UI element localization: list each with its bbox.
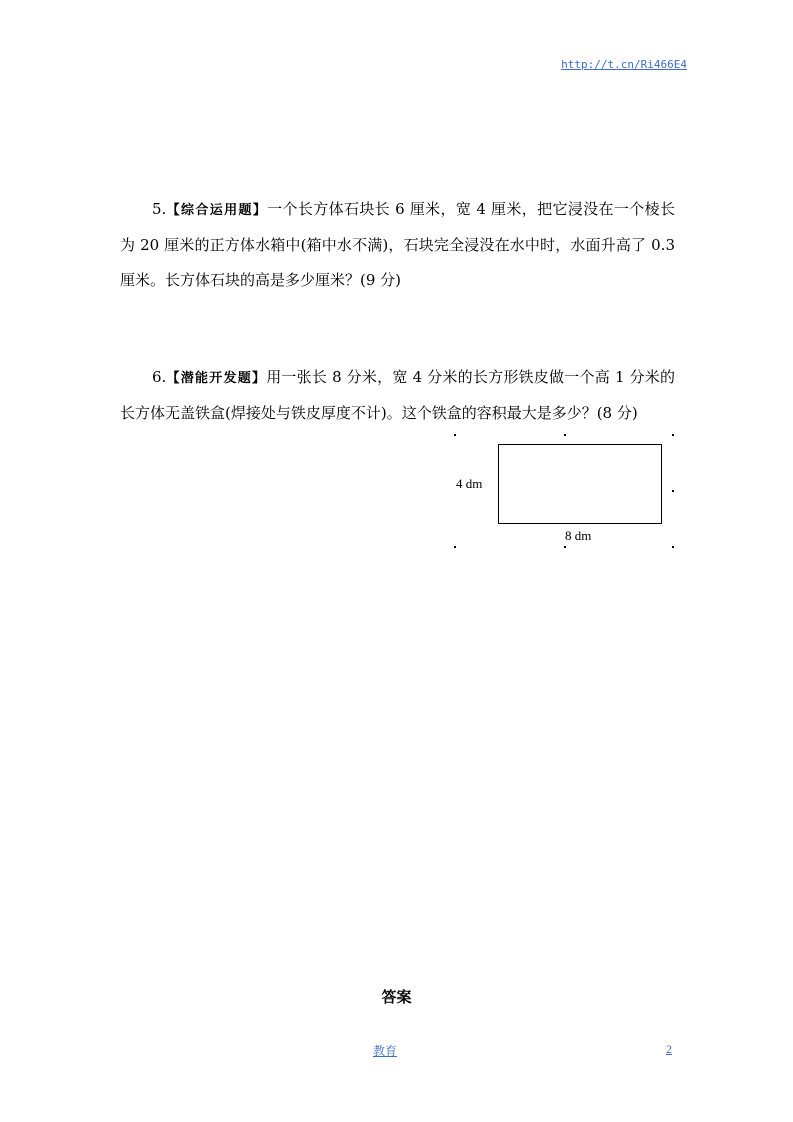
answer-heading: 答案 (381, 988, 412, 1006)
corner-marker (672, 490, 674, 492)
height-label: 4 dm (456, 476, 483, 491)
question-6-number: 6. (152, 368, 167, 386)
corner-marker (454, 546, 456, 548)
rectangle-sheet (498, 444, 662, 524)
width-label: 8 dm (565, 528, 592, 543)
corner-marker (454, 434, 456, 436)
page-number[interactable]: 2 (666, 1042, 672, 1056)
corner-marker (672, 546, 674, 548)
footer-link[interactable]: 教育 (373, 1044, 398, 1058)
question-5-text: 一个长方体石块长 6 厘米，宽 4 厘米，把它浸没在一个棱长为 20 厘米的正方体水箱中(箱中水不满)，石块完全浸没在水中时，水面升高了 0.3 厘米。长方体石块的高是多少厘米？(9 分) (120, 200, 675, 289)
question-6-text: 用一张长 8 分米，宽 4 分米的长方形铁皮做一个高 1 分米的长方体无盖铁盒(焊接处与铁皮厚度不计)。这个铁盒的容积最大是多少？(8 分) (120, 368, 675, 422)
header-url-link[interactable]: http://t.cn/Ri466E4 (561, 58, 687, 71)
question-5 (120, 192, 675, 298)
sheet-diagram (450, 430, 680, 555)
corner-marker (564, 546, 566, 548)
question-5-number: 5. (152, 200, 167, 218)
corner-marker (672, 434, 674, 436)
corner-marker (564, 434, 566, 436)
question-5-tag: 【综合运用题】 (166, 203, 268, 218)
question-6-tag: 【潜能开发题】 (166, 371, 267, 386)
question-6 (120, 360, 675, 431)
